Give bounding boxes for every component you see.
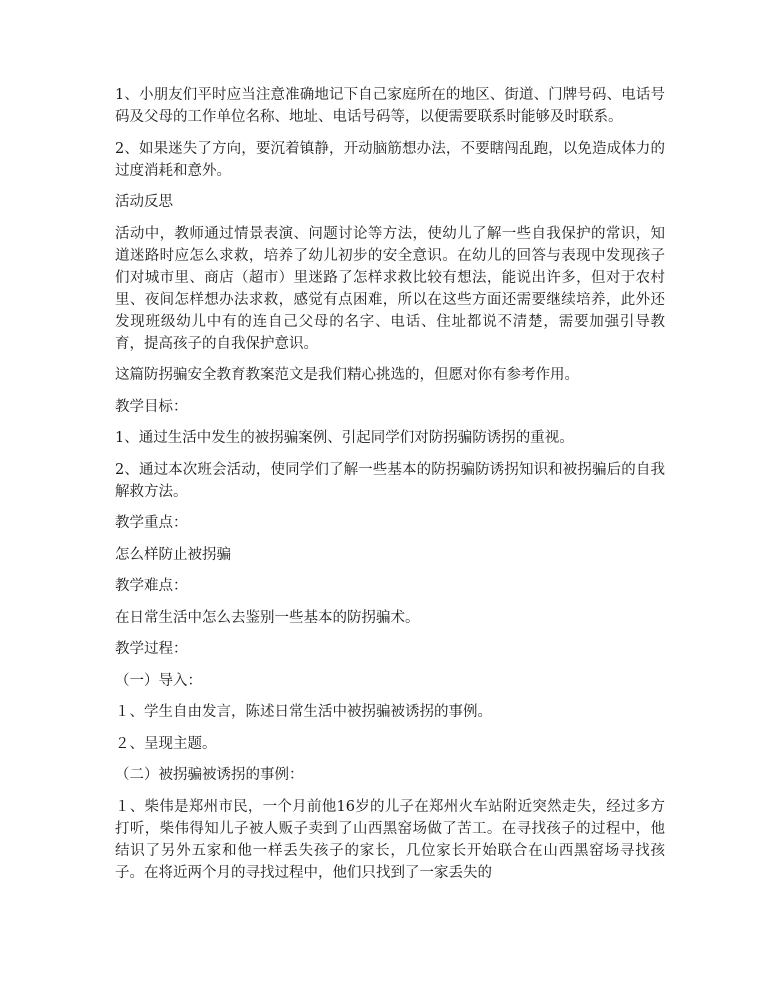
heading-teaching-goals: 教学目标： [115, 398, 188, 415]
heading-activity-reflection: 活动反思 [115, 194, 173, 210]
heading-intro: （一）导入： [115, 672, 202, 689]
heading-difficulties: 教学难点： [115, 578, 188, 594]
paragraph-step-1: １、学生自由发言，陈述日常生活中被拐骗被诱拐的事例。 [115, 704, 492, 720]
paragraph-reflection: 活动中，教师通过情景表演、问题讨论等方法，使幼儿了解一些自我保护的常识，知道迷路时应怎么求救，培养了幼儿初步的安全意识。在幼儿的回答与表现中发现孩子们对城市里、商店（超市）里迷路了怎样求救比较有想法，能说出许多，但对于农村里、夜间怎样想办法求救，感觉有点困难，所以在这些方面还需要继续培养，此外还发现班级幼儿中有的连自己父母的名字、电话、住址都说不清楚，需要加强引导教育，提高孩子的自我保护意识。 [115, 225, 665, 352]
heading-teaching-process: 教学过程： [115, 641, 188, 657]
document-body [115, 84, 665, 893]
paragraph-goal-1: 1、通过生活中发生的被拐骗案例、引起同学们对防拐骗防诱拐的重视。 [115, 430, 574, 446]
paragraph-difficulty: 在日常生活中怎么去鉴别一些基本的防拐骗术。 [115, 609, 420, 626]
paragraph-case-1: １、柴伟是郑州市民，一个月前他16岁的儿子在郑州火车站附近突然走失，经过多方打听，柴伟得知儿子被人贩子卖到了山西黑窑场做了苦工。在寻找孩子的过程中，他结识了另外五家和他一样丢失孩子的家长，几位家长开始联合在山西黑窑场寻找孩子。在将近两个月的寻找过程中，他们只找到了一家丢失的 [115, 798, 665, 881]
paragraph-contact-info: 1、小朋友们平时应当注意准确地记下自己家庭所在的地区、街道、门牌号码、电话号码及父母的工作单位名称、地址、电话号码等，以便需要联系时能够及时联系。 [115, 87, 665, 125]
heading-cases: （二）被拐骗被诱拐的事例： [115, 767, 304, 783]
heading-key-points: 教学重点： [115, 515, 188, 531]
paragraph-step-2: ２、呈现主题。 [115, 735, 217, 752]
paragraph-intro-note: 这篇防拐骗安全教育教案范文是我们精心挑选的，但愿对你有参考作用。 [115, 367, 579, 383]
paragraph-goal-2: 2、通过本次班会活动，使同学们了解一些基本的防拐骗防诱拐知识和被拐骗后的自我解救方法。 [115, 461, 665, 500]
paragraph-key-point: 怎么样防止被拐骗 [115, 546, 231, 563]
paragraph-stay-calm: 2、如果迷失了方向，要沉着镇静，开动脑筋想办法，不要瞎闯乱跑，以免造成体力的过度消耗和意外。 [115, 140, 665, 179]
